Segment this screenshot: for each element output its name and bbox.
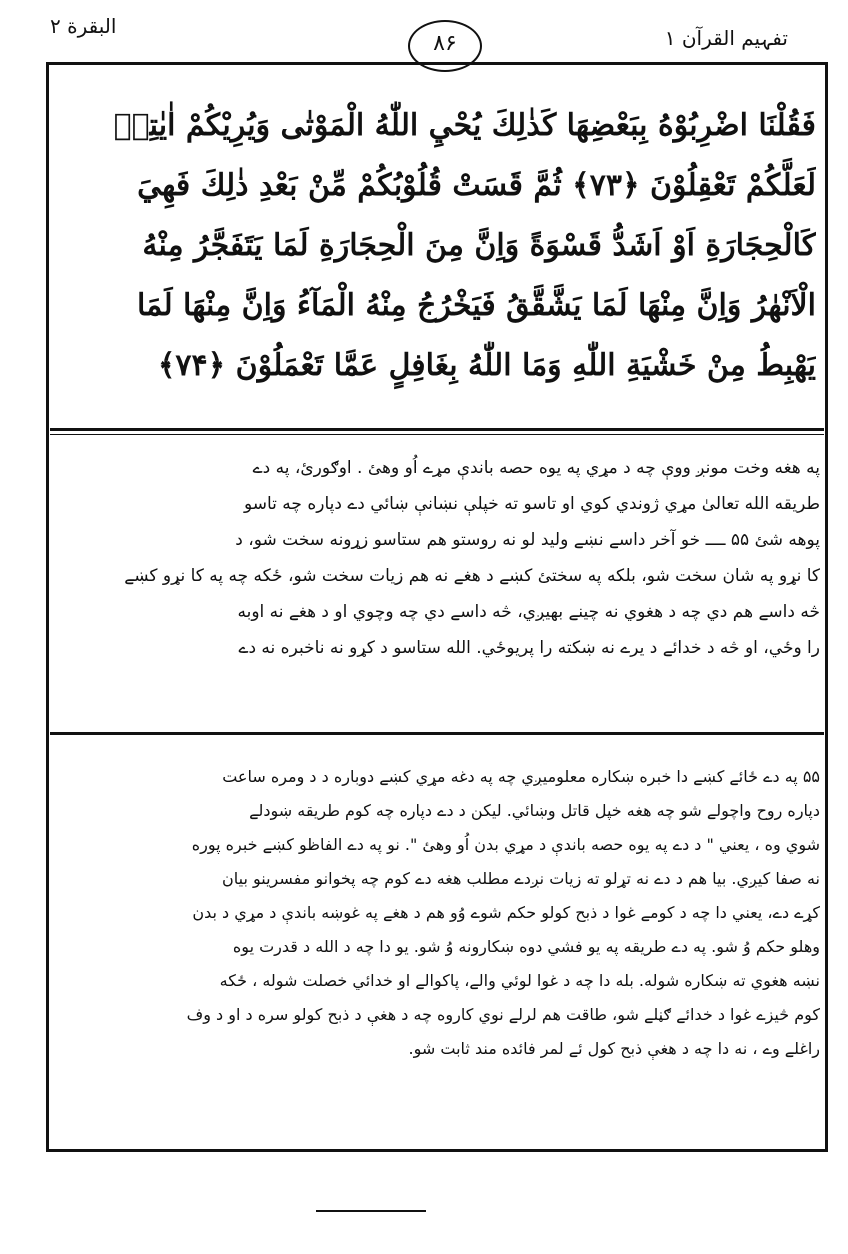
verse-divider bbox=[50, 428, 824, 431]
verse-line: يَهْبِطُ مِنْ خَشْيَةِ اللّٰهِ وَمَا اللّٰهُ بِغَافِلٍ عَمَّا تَعْمَلُوْنَ ﴿۷۴﴾ bbox=[157, 348, 816, 383]
translation-line: را وځي، او څه د خدائے د يرے نه ښکته را پريوځي. الله ستاسو د کړو نه ناخبره نه دے bbox=[238, 638, 820, 658]
footnote-line: نه صفا کيږي. بيا هم د دے نه تړلو ته زيات نږدے مطلب هغه دے کوم چه پخوانو مفسرينو بيان bbox=[222, 869, 820, 888]
end-rule bbox=[316, 1210, 426, 1212]
verse-line: لَعَلَّكُمْ تَعْقِلُوْنَ ﴿۷۳﴾ ثُمَّ قَسَتْ قُلُوْبُكُمْ مِّنْ بَعْدِ ذٰلِكَ فَهِيَ bbox=[137, 168, 816, 203]
page-number: ۸۶ bbox=[408, 20, 482, 72]
translation-line: څه داسے هم دي چه د هغوي نه چينے بهيږي، څه داسے دي چه وچوي او د هغے نه اوبه bbox=[237, 602, 820, 622]
translation-line: کا نړو په شان سخت شو، بلکه په سختئ کښے د هغے نه هم زيات سخت شو، ځکه چه په کا نړو کښے bbox=[124, 566, 820, 586]
footnote-divider bbox=[50, 732, 824, 735]
footnote-line: کوم څيزے غوا د خدائے ګڼلے شو، طاقت هم لرلے نوي کاروه چه د هغې د ذبح کولو سره د او د وف bbox=[186, 1005, 820, 1024]
footnote-line: دپاره روح واچولے شو چه هغه خپل قاتل وښائي. ليکن د دے دپاره چه کوم طريقه ښودلے bbox=[249, 801, 820, 820]
verse-divider-inner bbox=[50, 434, 824, 435]
footnote-line: نښه هغوي ته ښکاره شوله. بله دا چه د غوا لوئي والے، پاکوالے او خدائي خصلت شوله ، ځکه bbox=[219, 971, 820, 990]
footnote-line: شوي وه ، يعني " د دے په يوه حصه باندې د مړي بدن اُو وهئ ". نو په دے الفاظو کښے خبره پوره bbox=[191, 835, 820, 854]
translation-line: طريقه الله تعالىٰ مړي ژوندي کوي او تاسو ته خپلې نښانې ښائي دے دپاره چه تاسو bbox=[243, 494, 820, 514]
translation-line: په هغه وخت مونږ ووې چه د مړي په يوه حصه باندې مړے اُو وهئ . اوګورئ، په دے bbox=[252, 458, 820, 478]
translation-block bbox=[56, 450, 820, 666]
footnote-line: ۵۵ په دے ځائے کښے دا خبره ښکاره معلوميږي چه په دغه مړي کښے دوباره د د ومره ساعت bbox=[222, 767, 820, 786]
verse-line: فَقُلْنَا اضْرِبُوْهُ بِبَعْضِهَا كَذٰلِكَ يُحْيِ اللّٰهُ الْمَوْتٰى وَيُرِيْكُمْ اٰيٰتِهٖ bbox=[113, 108, 816, 143]
footnote-line: راغلے وے ، نه دا چه د هغې ذبح کول ئے لمر فائده مند ثابت شو. bbox=[408, 1039, 820, 1058]
surah-name: البقرة ۲ bbox=[50, 14, 117, 38]
footnote-line: وهلو حکم وُ شو. په دے طريقه په يو فشي دوه ښکارونه وُ شو. يو دا چه د الله د قدرت يوه bbox=[232, 937, 820, 956]
footnote-line: کړے دے، يعني دا چه د کومے غوا د ذبح کولو حکم شوے وُو هم د هغے په غوښه باندې د مړي د بدن bbox=[192, 903, 820, 922]
verse-line: الْاَنْهٰرُ وَاِنَّ مِنْهَا لَمَا يَشَّقَّقُ فَيَخْرُجُ مِنْهُ الْمَآءُ وَاِنَّ مِنْهَا لَمَا bbox=[136, 288, 816, 323]
page-header bbox=[0, 0, 848, 70]
arabic-verse-block bbox=[58, 96, 816, 396]
verse-line: كَالْحِجَارَةِ اَوْ اَشَدُّ قَسْوَةً وَاِنَّ مِنَ الْحِجَارَةِ لَمَا يَتَفَجَّرُ مِنْهُ bbox=[142, 228, 816, 263]
book-title: تفہیم القرآن ۱ bbox=[664, 26, 788, 50]
footnote-block bbox=[56, 760, 820, 1066]
translation-line: پوهه شئ ۵۵ ــــ خو آخر داسے نښے وليد لو نه روستو هم ستاسو زړونه سخت شو، د bbox=[235, 530, 820, 550]
